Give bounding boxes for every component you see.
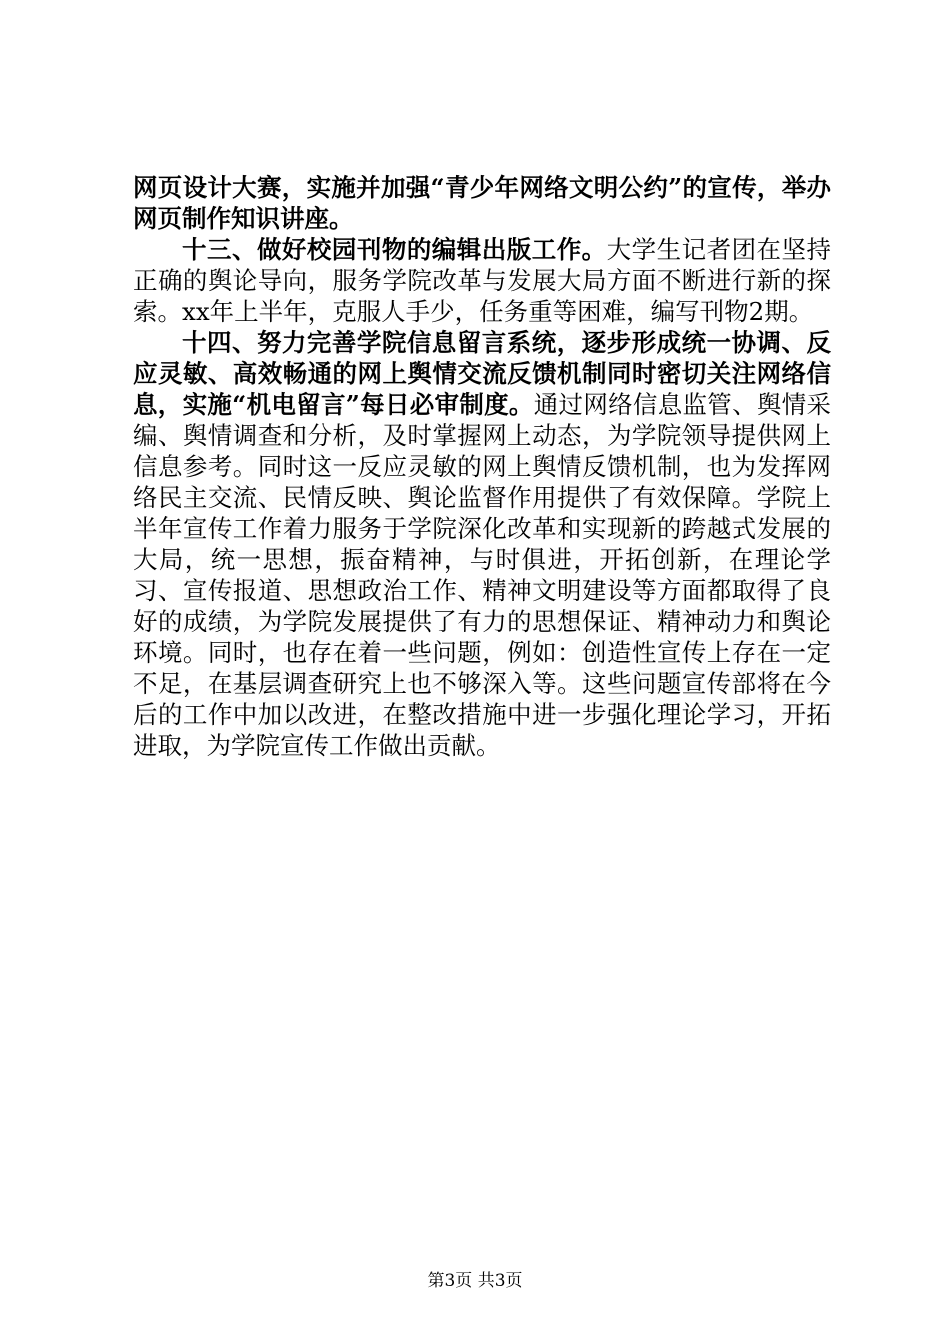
paragraph-heading: 十三、做好校园刊物的编辑出版工作。 (182, 235, 607, 264)
paragraph-text: 通过网络信息监管、舆情采编、舆情调查和分析，及时掌握网上动态，为学院领导提供网上信息参考。同时这一反应灵敏的网上舆情反馈机制，也为发挥网络民主交流、民情反映、舆论监督作用提供了有效保障。学院上半年宣传工作着力服务于学院深化改革和实现新的跨越式发展的大局，统一思想，振奋精神，与时俱进，开拓创新，在理论学习、宣传报道、思想政治工作、精神文明建设等方面都取得了良好的成绩，为学院发展提供了有力的思想保证、精神动力和舆论环境。同时，也存在着一些问题，例如：创造性宣传上存在一定不足，在基层调查研究上也不够深入等。这些问题宣传部将在今后的工作中加以改进，在整改措施中进一步强化理论学习，开拓进取，为学院宣传工作做出贡献。 (133, 390, 831, 760)
page-footer (0, 1270, 950, 1292)
paragraph-heading: 十四、努力完善学院信息留言系统，逐步形成统一协调、反应灵敏、高效畅通的网上舆情交流反馈机制同时密切关注网络信息，实施“机电留言”每日必审制度。 (133, 328, 831, 419)
paragraph-item-13 (133, 234, 831, 327)
paragraph-bold-text: 网页设计大赛，实施并加强“青少年网络文明公约”的宣传，举办网页制作知识讲座。 (133, 173, 831, 233)
paragraph-item-14 (133, 327, 831, 761)
paragraph-web-design-contest (133, 172, 831, 234)
page-number-label: 第3页 共3页 (427, 1271, 523, 1291)
document-body (133, 172, 831, 761)
paragraph-text: 大学生记者团在坚持正确的舆论导向，服务学院改革与发展大局方面不断进行新的探索。xx年上半年，克服人手少，任务重等困难，编写刊物2期。 (133, 235, 832, 326)
